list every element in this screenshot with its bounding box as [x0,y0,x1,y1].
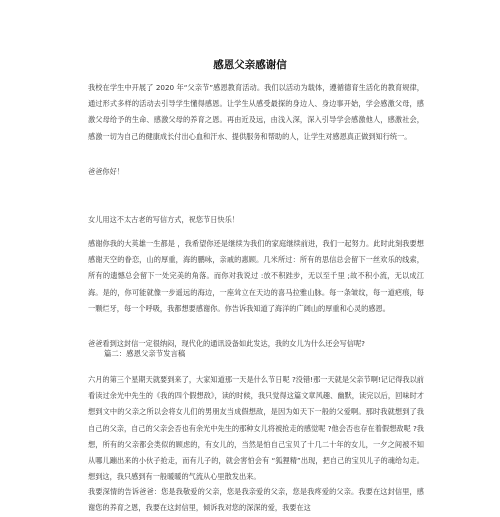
greeting-line: 女儿用这不太古老的写信方式，祝您节日快乐！ [88,215,239,224]
letter-body-paragraph: 感谢你我的大英雄一生都是 ，我希望你还是继续为我们的家庭继续前进，我们一起努力。此时此刻我要想感谢天空的眷恋，山的厚重，海的鹏咏，亲戚的惠顾。几米所过：所有的思信总会留下一丝欢乐的线索，所有的遗憾总会留下一处完美的角落。而你对我说过 :放不积跬步，无以至千里 ;故不积小流，无以成江海。是的，你可能就像一步遥远的海边，一座耸立在天边的喜马拉雅山脉。每一条皱纹，每一道疤痕，每一颗烂牙，每一个呼吸，我都想要感谢你。你告诉我知道了海洋的广阔山的厚重和心灵的感恩。 [88,239,424,313]
speech-paragraph: 六月的第三个星期天就要到来了，大家知道那一天是什么节日呢 ?没错!那一天就是父亲节啊!记记得我以前看读过余光中先生的《我的四个假想敌》，读的时候，我只觉得这篇文章风趣、幽默，读完以后，回味时才想到文中的父亲之所以会将女儿们的男朋友当成假想敌，是因为如天下一般的父爱啊。那时我就想到了我自己的父亲，自己的父亲会否也有余光中先生的那种女儿将被抢走的感觉呢 ?他会否也存在着假想敌呢 ?我想，所有的父亲都会类似的顾虑的，有女儿的，当然是怕自己宝贝了十几二十年的女儿，一夕之间被不知从哪儿蹦出来的小伙子抢走，而有儿子的，就会害怕会有 “狐狸精”出现，把自己的宝贝儿子的魂给勾走。想到这，我只感到有一般暖暖的气流从心里散发出来。 [88,375,424,482]
salutation: 爸爸你好！ [88,167,124,176]
closing-paragraph: 我要深情的告诉爸爸：您是我敬爱的父亲，您是我亲爱的父亲，您是我疼爱的父亲。我要在这封信里，感谢您的养育之恩，我要在这封信里，倾诉我对您的深深的爱，我要在这 [88,487,424,513]
intro-paragraph: 我校在学生中开展了 2020 年“父亲节”感恩教育活动。我们以活动为载体，遵循德育生活化的教育规律，通过形式多样的活动去引导学生懂得感恩。让学生从感受最探的身边人、身边事开始，学会感激父母，感激父母给予的生命、感激父母的养育之恩。再由近及远，由浅入深，深入引导学会感激他人，感激社会，感激一切为自己的健康成长付出心血和汗水、提供服务和帮助的人，让学生对感恩真正做到知行统一。 [88,83,424,141]
letter-question-paragraph: 爸爸看到这封信一定很纳闷，现代化的通讯设备如此发达，我的女儿为什么还会写信呢? [88,339,365,348]
section-heading: 篇二：感恩父亲节发言稿 [104,349,186,358]
document-title: 感恩父亲感谢信 [213,59,287,71]
